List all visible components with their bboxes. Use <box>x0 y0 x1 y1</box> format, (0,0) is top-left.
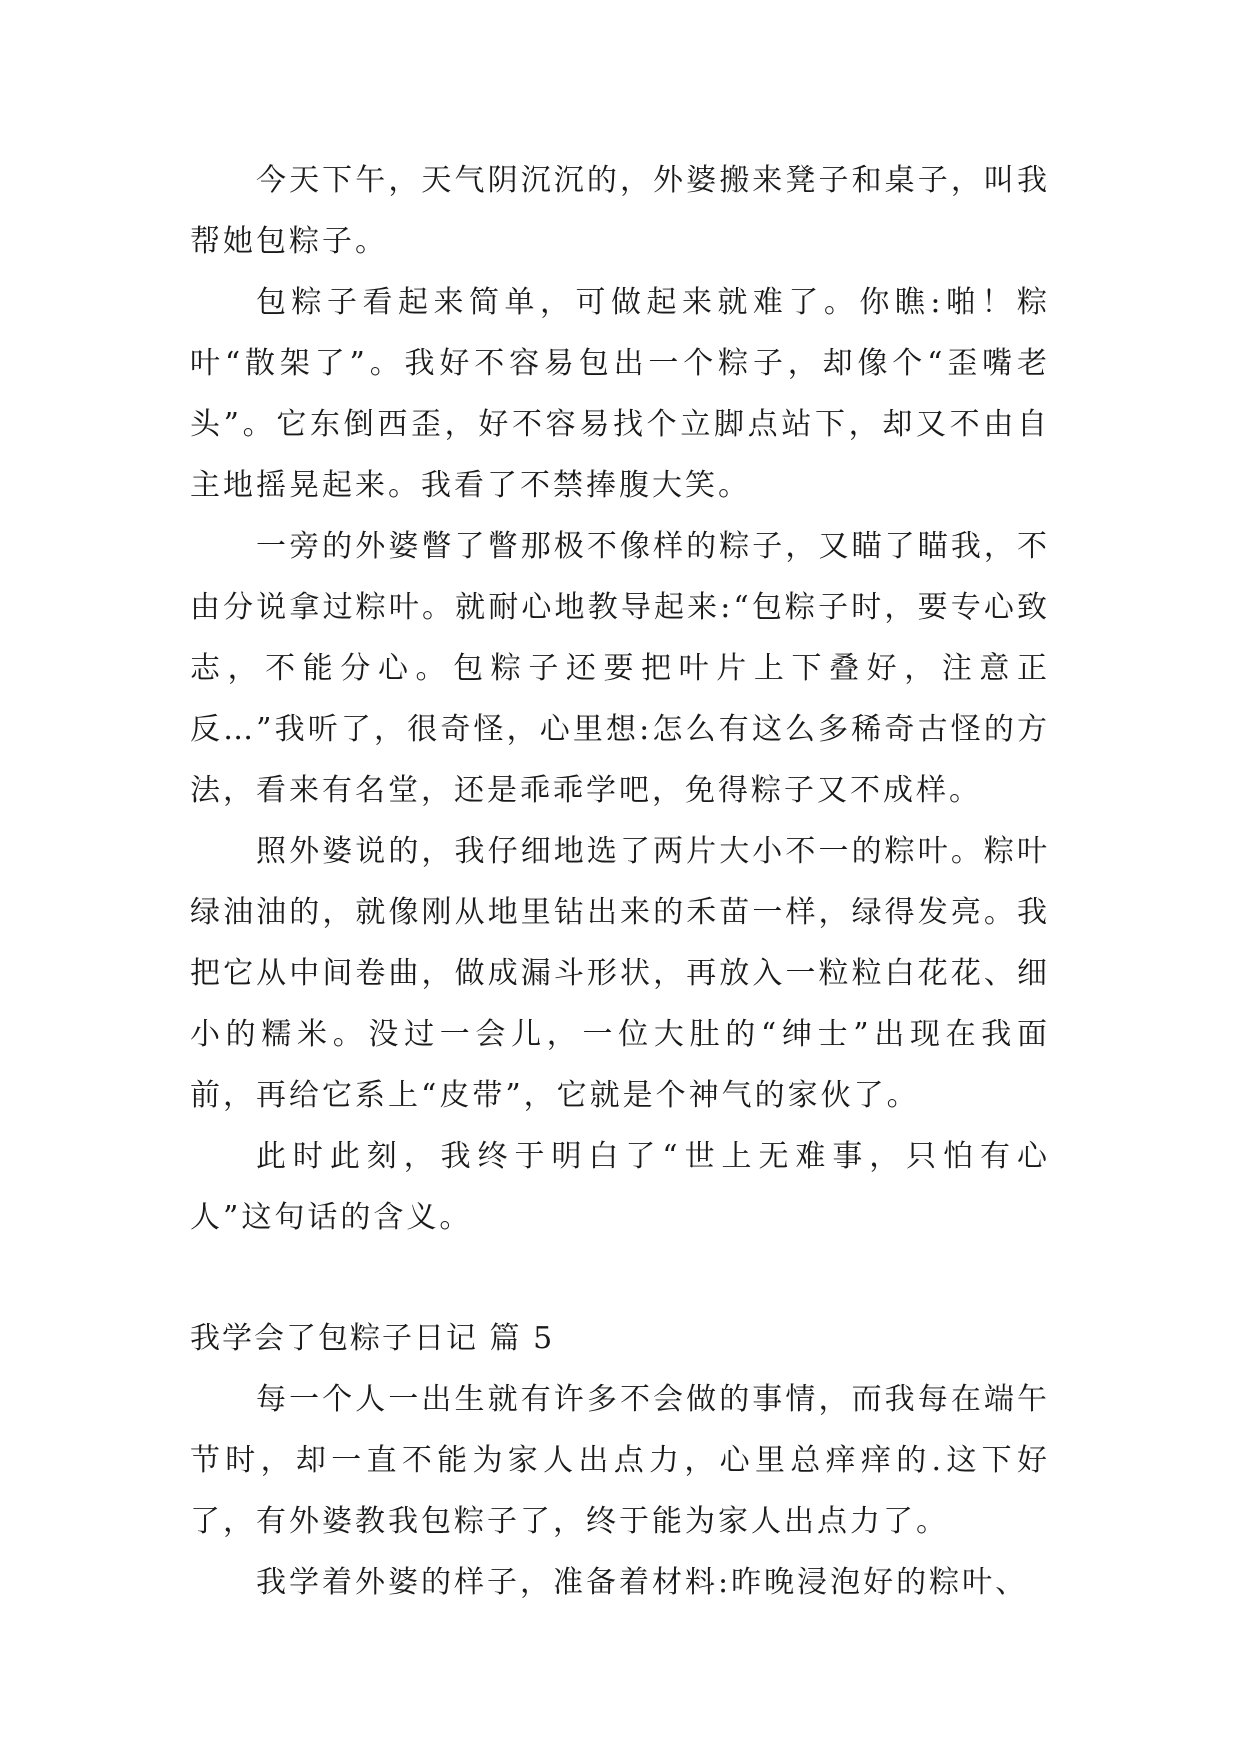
paragraph: 此时此刻，我终于明白了“世上无难事，只怕有心人”这句话的含义。 <box>190 1139 1050 1235</box>
document-page <box>190 150 1050 1613</box>
section-heading: 我学会了包粽子日记 篇 5 <box>190 1321 555 1356</box>
paragraph: 今天下午，天气阴沉沉的，外婆搬来凳子和桌子，叫我帮她包粽子。 <box>190 163 1050 259</box>
paragraph: 我学着外婆的样子，准备着材料:昨晚浸泡好的粽叶、 <box>256 1565 1029 1600</box>
paragraph: 一旁的外婆瞥了瞥那极不像样的粽子，又瞄了瞄我，不由分说拿过粽叶。就耐心地教导起来:“包粽子时，要专心致志，不能分心。包粽子还要把叶片上下叠好，注意正反…”我听了，很奇怪，心里想:怎么有这么多稀奇古怪的方法，看来有名堂，还是乖乖学吧，免得粽子又不成样。 <box>190 529 1050 808</box>
paragraph: 每一个人一出生就有许多不会做的事情，而我每在端午节时，却一直不能为家人出点力，心里总痒痒的.这下好了，有外婆教我包粽子了，终于能为家人出点力了。 <box>190 1382 1050 1539</box>
paragraph: 照外婆说的，我仔细地选了两片大小不一的粽叶。粽叶绿油油的，就像刚从地里钻出来的禾苗一样，绿得发亮。我把它从中间卷曲，做成漏斗形状，再放入一粒粒白花花、细小的糯米。没过一会儿，一位大肚的“绅士”出现在我面前，再给它系上“皮带”，它就是个神气的家伙了。 <box>190 834 1050 1113</box>
paragraph: 包粽子看起来简单，可做起来就难了。你瞧:啪！粽叶“散架了”。我好不容易包出一个粽子，却像个“歪嘴老头”。它东倒西歪，好不容易找个立脚点站下，却又不由自主地摇晃起来。我看了不禁捧腹大笑。 <box>190 285 1050 503</box>
